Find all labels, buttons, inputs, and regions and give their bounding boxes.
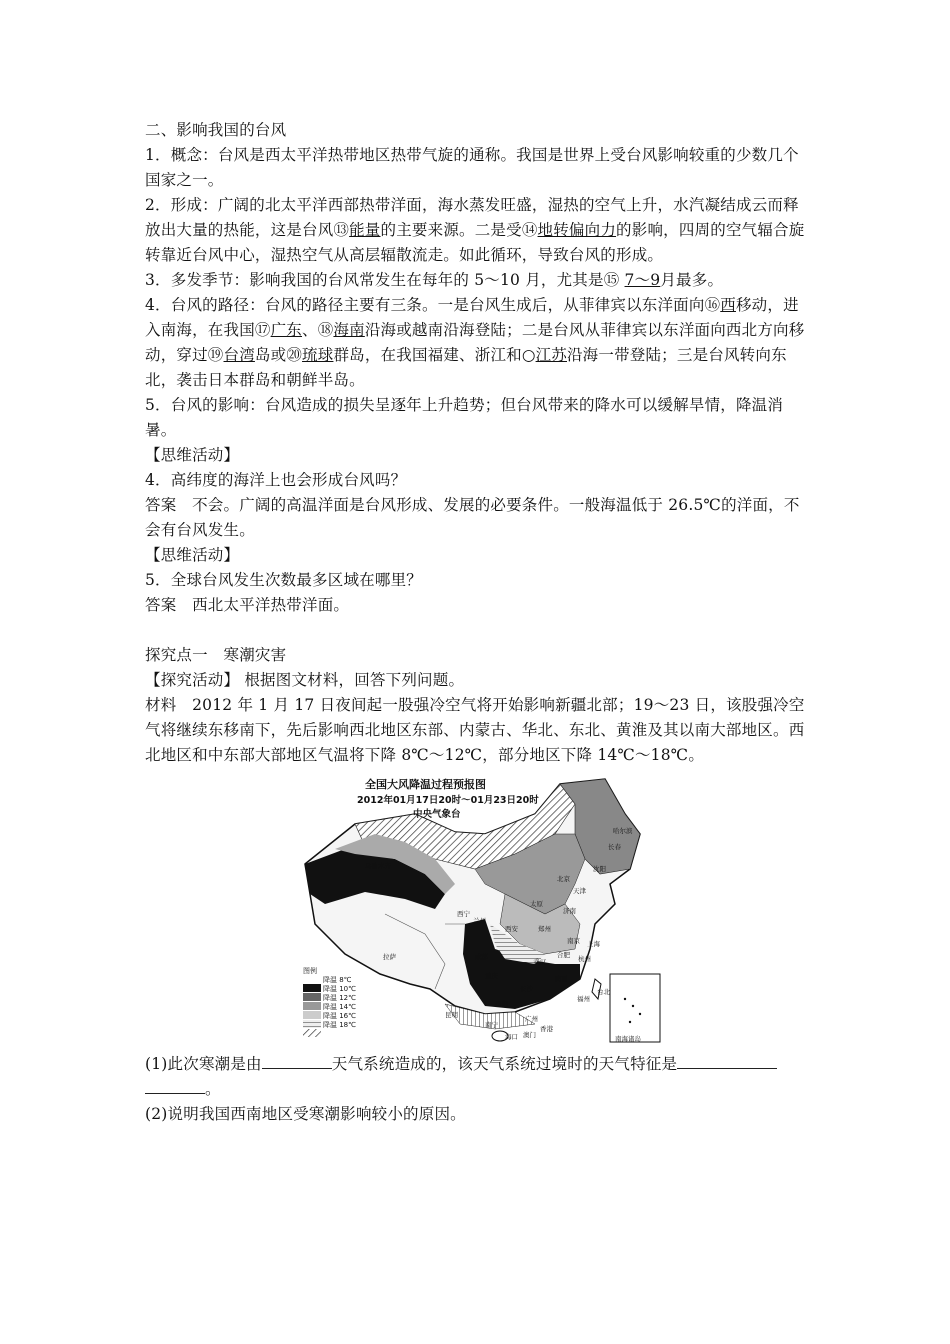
item-season: 3．多发季节：影响我国的台风常发生在每年的 5～10 月，尤其是⑮ 7～9月最多。 bbox=[145, 271, 724, 289]
activity-question: 5．全球台风发生次数最多区域在哪里？ bbox=[145, 571, 422, 589]
legend-title: 图例 bbox=[303, 967, 317, 975]
city-label: 天津 bbox=[573, 887, 586, 895]
city-label: 上海 bbox=[587, 940, 600, 948]
city-label: 长沙 bbox=[520, 985, 533, 993]
item-path: 4．台风的路径：台风的路径主要有三条。一是台风生成后，从菲律宾以东洋面向⑯西移动，进入南海，在我国⑰广东、⑱海南沿海或越南沿海登陆；二是台风从菲律宾以东洋面向西北方向移动，穿过⑲台湾岛或⑳琉球群岛，在我国福建、浙江和○江苏沿海一带登陆；三是台风转向东北，袭击日本群岛和朝鲜半岛。 bbox=[145, 296, 805, 389]
activity-answer: 答案 西北太平洋热带洋面。 bbox=[145, 596, 350, 614]
city-label: 西宁 bbox=[457, 910, 470, 918]
legend-item: 降温 18℃ bbox=[323, 1021, 356, 1029]
city-label: 太原 bbox=[530, 900, 543, 908]
activity-tag: 【思维活动】 bbox=[145, 446, 240, 464]
question-2: (2)说明我国西南地区受寒潮影响较小的原因。 bbox=[145, 1105, 466, 1123]
cold-wave-map bbox=[295, 774, 665, 1046]
city-label: 香港 bbox=[540, 1025, 553, 1033]
city-label: 海口 bbox=[505, 1033, 518, 1041]
city-label: 南昌 bbox=[555, 975, 568, 983]
city-label: 兰州 bbox=[473, 917, 486, 925]
activity-question: 4．高纬度的海洋上也会形成台风吗？ bbox=[145, 471, 407, 489]
legend bbox=[303, 967, 356, 1030]
city-label: 广州 bbox=[525, 1015, 538, 1023]
answer-energy: 能量 bbox=[349, 221, 381, 239]
answer-months: 7～9 bbox=[624, 271, 661, 289]
city-label: 拉萨 bbox=[383, 953, 396, 961]
question-1: (1)此次寒潮是由 天气系统造成的，该天气系统过境时的天气特征是 。 bbox=[145, 1052, 810, 1102]
city-label: 乌鲁木齐 bbox=[365, 862, 391, 870]
item-formation: 2．形成：广阔的北太平洋西部热带洋面，海水蒸发旺盛，湿热的空气上升，水汽凝结成云而释放出大量的热能，这是台风⑬能量的主要来源。二是受⑭地转偏向力的影响，四周的空气辐合旋转靠近台风中心，湿热空气从高层辐散流走。如此循环，导致台风的形成。 bbox=[145, 196, 805, 264]
map-subtitle: 2012年01月17日20时～01月23日20时 bbox=[357, 795, 539, 806]
activity-tag: 【思维活动】 bbox=[145, 546, 240, 564]
city-label: 台北 bbox=[597, 988, 610, 996]
city-label: 成都 bbox=[475, 953, 488, 961]
explore-instruction: 【探究活动】 根据图文材料，回答下列问题。 bbox=[145, 671, 465, 689]
activity-answer: 答案 不会。广阔的高温洋面是台风形成、发展的必要条件。一般海温低于 26.5℃的洋面，不会有台风发生。 bbox=[145, 496, 800, 539]
city-label: 昆明 bbox=[445, 1011, 458, 1019]
city-label: 贵阳 bbox=[495, 1000, 508, 1008]
city-label: 长春 bbox=[608, 843, 621, 851]
legend-item: 降温 14℃ bbox=[323, 1003, 356, 1011]
city-label: 合肥 bbox=[557, 951, 570, 959]
city-label: 福州 bbox=[577, 995, 590, 1003]
answer-blank[interactable] bbox=[145, 1079, 205, 1094]
city-label: 北京 bbox=[557, 875, 570, 883]
city-label: 沈阳 bbox=[593, 865, 606, 873]
city-label: 济南 bbox=[563, 907, 576, 915]
answer-coriolis: 地转偏向力 bbox=[537, 221, 617, 239]
legend-item: 降温 8℃ bbox=[323, 976, 352, 984]
city-label: 哈尔滨 bbox=[613, 827, 633, 835]
legend-item: 降温 12℃ bbox=[323, 994, 356, 1002]
city-label: 南京 bbox=[567, 937, 580, 945]
item-concept: 1．概念：台风是西太平洋热带地区热带气旋的通称。我国是世界上受台风影响较重的少数几个国家之一。 bbox=[145, 146, 799, 189]
city-label: 西安 bbox=[505, 925, 518, 933]
item-impact: 5．台风的影响：台风造成的损失呈逐年上升趋势；但台风带来的降水可以缓解旱情，降温消暑。 bbox=[145, 396, 784, 439]
city-label: 武汉 bbox=[533, 958, 546, 966]
city-label: 南宁 bbox=[485, 1021, 498, 1029]
legend-item: 降温 16℃ bbox=[323, 1012, 356, 1020]
map-agency: 中央气象台 bbox=[413, 809, 461, 820]
section-heading: 二、影响我国的台风 bbox=[145, 121, 287, 139]
legend-item: 降温 10℃ bbox=[323, 985, 356, 993]
inset-label: 南海诸岛 bbox=[615, 1035, 641, 1043]
map-title: 全国大风降温过程预报图 bbox=[365, 778, 486, 791]
answer-blank[interactable] bbox=[677, 1054, 777, 1069]
document-page bbox=[145, 118, 810, 1127]
city-label: 重庆 bbox=[485, 972, 498, 980]
answer-blank[interactable] bbox=[262, 1054, 332, 1069]
city-label: 澳门 bbox=[523, 1031, 536, 1039]
explore-title: 探究点一 寒潮灾害 bbox=[145, 646, 287, 664]
city-label: 杭州 bbox=[578, 955, 591, 963]
explore-material: 材料 2012 年 1 月 17 日夜间起一股强冷空气将开始影响新疆北部；19～23 日，该股强冷空气将继续东移南下，先后影响西北地区东部、内蒙古、华北、东北、黄淮及其以南大部地区。西北地区和中东部大部地区气温将下降 8℃～12℃，部分地区下降 14℃～18℃。 bbox=[145, 696, 805, 764]
city-label: 郑州 bbox=[538, 925, 551, 933]
